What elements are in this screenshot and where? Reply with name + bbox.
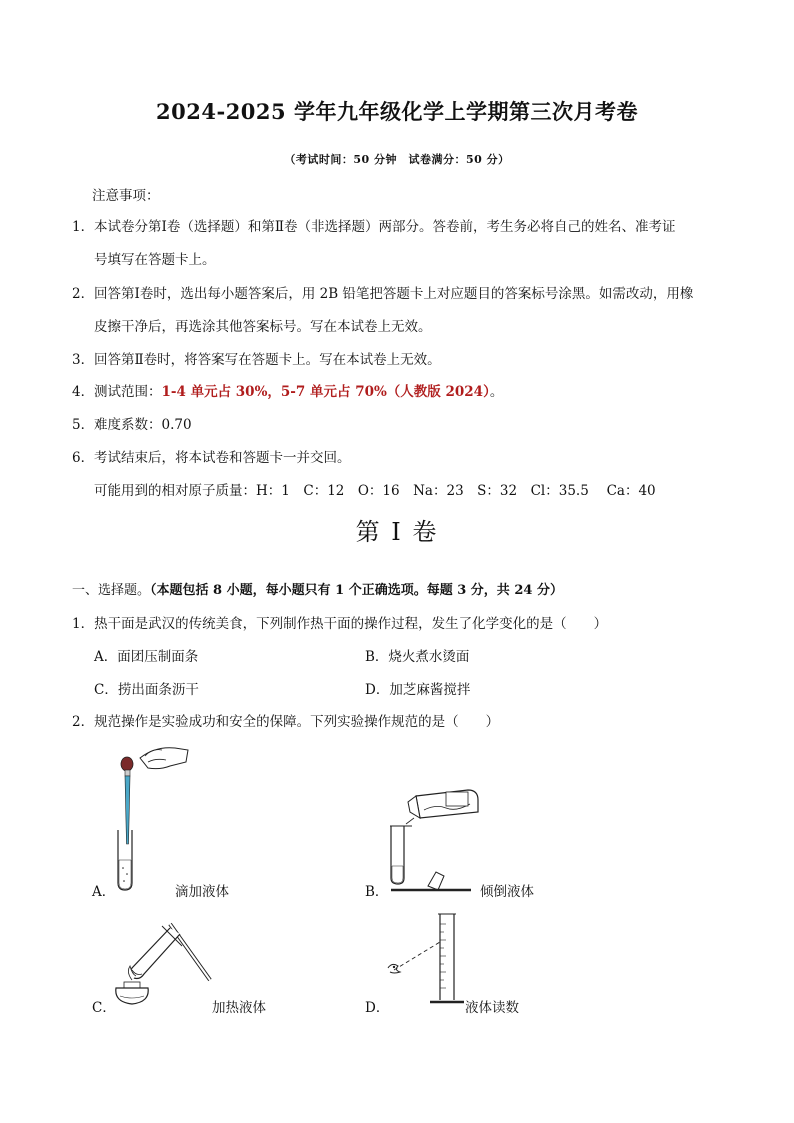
note-item-2 (72, 282, 693, 302)
note-item-3 (72, 348, 441, 368)
note-item-4 (72, 380, 503, 400)
note-item-1 (72, 215, 676, 235)
question-1-option-c: C．捞出面条沥干 (94, 682, 199, 698)
question-2-stem: 2．规范操作是实验成功和安全的保障。下列实验操作规范的是（ ） (72, 714, 500, 730)
note-number: 4． (72, 384, 95, 400)
note-suffix: 。 (489, 384, 504, 400)
section-heading (72, 579, 563, 598)
question-2-option-d-letter: D． (365, 1000, 390, 1016)
note-text: 难度系数：0.70 (94, 417, 192, 433)
question-2-option-b-letter: B． (365, 884, 389, 900)
cylinder-reading-illustration (384, 910, 474, 1010)
question-1-option-a: A．面团压制面条 (94, 649, 199, 665)
heating-illustration (110, 918, 220, 1008)
exam-title: 2024-2025 学年九年级化学上学期第三次月考卷 (156, 99, 638, 124)
note-text: 回答第Ⅱ卷时，将答案写在答题卡上。写在本试卷上无效。 (94, 352, 441, 368)
question-2-option-a-letter: A． (92, 884, 116, 900)
atomic-masses: 可能用到的相对原子质量：H：1 C：12 O：16 Na：23 S：32 Cl：35.5 Ca：40 (94, 483, 656, 499)
question-2-option-c-caption: 加热液体 (212, 1000, 266, 1016)
question-2-option-b-caption: 倾倒液体 (480, 884, 534, 900)
note-number: 3． (72, 352, 95, 368)
pouring-illustration (386, 778, 486, 898)
notes-heading: 注意事项： (92, 188, 160, 204)
note-prefix: 测试范围： (94, 384, 162, 400)
note-number: 2． (72, 286, 95, 302)
note-item-5 (72, 413, 192, 433)
question-2-option-c-letter: C． (92, 1000, 116, 1016)
note-text: 回答第Ⅰ卷时，选出每小题答案后，用 2B 铅笔把答题卡上对应题目的答案标号涂黑。如需改动，用橡 (94, 286, 694, 302)
note-item-6 (72, 446, 351, 466)
test-scope-highlight: 1-4 单元占 30%，5-7 单元占 70%（人教版 2024） (161, 384, 490, 400)
note-number: 5． (72, 417, 95, 433)
question-2-option-d-caption: 液体读数 (465, 1000, 519, 1016)
note-item-1-cont: 号填写在答题卡上。 (94, 252, 216, 268)
question-1-stem: 1．热干面是武汉的传统美食，下列制作热干面的操作过程，发生了化学变化的是（ ） (72, 616, 608, 632)
question-1-option-d: D．加芝麻酱搅拌 (365, 682, 471, 698)
question-1-option-b: B．烧火煮水烫面 (365, 649, 470, 665)
exam-subtitle: （考试时间：50 分钟 试卷满分：50 分） (284, 153, 510, 166)
part-title: 第 I 卷 (355, 518, 439, 546)
note-number: 6． (72, 450, 95, 466)
note-number: 1． (72, 219, 95, 235)
dropper-illustration (100, 738, 190, 898)
note-text: 本试卷分第Ⅰ卷（选择题）和第Ⅱ卷（非选择题）两部分。答卷前，考生务必将自己的姓名、准考证 (94, 219, 676, 235)
section-heading-prefix: 一、选择题。 (72, 583, 151, 598)
note-text: 考试结束后，将本试卷和答题卡一并交回。 (94, 450, 351, 466)
section-heading-detail: （本题包括 8 小题，每小题只有 1 个正确选项。每题 3 分，共 24 分） (150, 583, 563, 598)
question-2-option-a-caption: 滴加液体 (175, 884, 229, 900)
note-item-2-cont: 皮擦干净后，再选涂其他答案标号。写在本试卷上无效。 (94, 319, 432, 335)
